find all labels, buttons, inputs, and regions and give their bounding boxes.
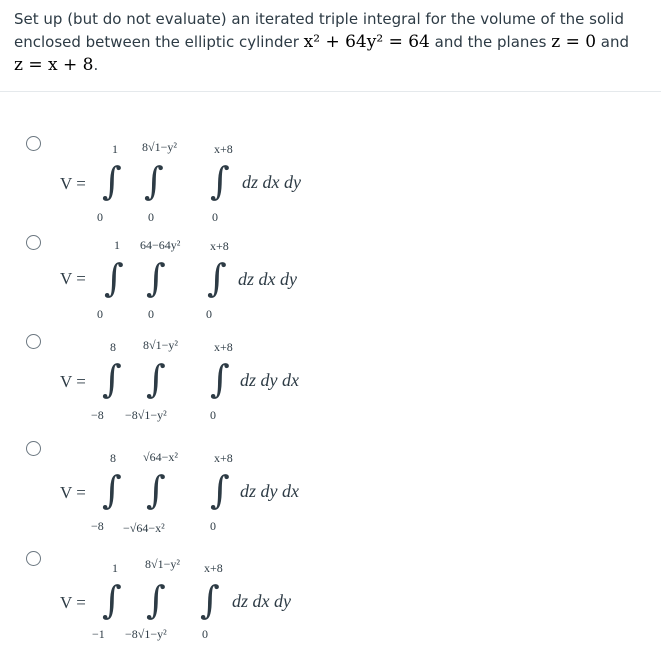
differentials: dz dy dx [240,370,299,390]
middle-upper-limit: 8√1−y² [143,338,178,352]
question-part-4: . [93,56,99,74]
integral-sign: ∫ [146,578,166,622]
inner-lower-limit: 0 [206,307,212,321]
integral-sign: ∫ [210,159,230,203]
differentials: dz dx dy [232,591,291,611]
answer-option-5[interactable] [0,551,661,656]
integral-sign: ∫ [200,578,220,622]
integral-sign: ∫ [210,468,230,512]
integral-sign: ∫ [102,578,122,622]
integral-sign: ∫ [102,159,122,203]
integral-sign: ∫ [102,357,122,401]
question-part-2: and the planes [429,33,552,51]
middle-lower-limit: 0 [148,307,154,321]
volume-label: V = [60,483,86,502]
outer-lower-limit: −8 [91,519,104,533]
radio-button[interactable] [26,551,41,566]
plane-equation-1: z = 0 [551,32,597,52]
differentials: dz dx dy [238,269,297,289]
middle-lower-limit: −√64−x² [123,521,165,535]
inner-lower-limit: 0 [202,627,208,641]
outer-upper-limit: 1 [114,238,120,252]
integral-sign: ∫ [144,159,164,203]
differentials: dz dx dy [242,172,301,192]
outer-upper-limit: 1 [112,142,118,156]
outer-upper-limit: 8 [110,451,116,465]
differentials: dz dy dx [240,481,299,501]
integral-sign: ∫ [146,468,166,512]
inner-lower-limit: 0 [212,210,218,224]
outer-lower-limit: −1 [92,627,105,641]
divider [0,91,661,92]
question-part-1: Set up (but do not evaluate) an iterated triple integral for the volume of the solid enclosed between the elliptic cylinder [14,10,624,51]
inner-upper-limit: x+8 [214,340,233,354]
radio-button[interactable] [26,441,41,456]
integral-sign: ∫ [104,256,124,300]
answer-option-3[interactable] [0,334,661,439]
inner-lower-limit: 0 [210,519,216,533]
middle-upper-limit: 8√1−y² [142,140,177,154]
outer-upper-limit: 8 [110,340,116,354]
volume-label: V = [60,174,86,193]
outer-lower-limit: 0 [97,210,103,224]
radio-button[interactable] [26,235,41,250]
inner-upper-limit: x+8 [210,239,229,253]
middle-lower-limit: −8√1−y² [125,627,167,641]
integral-sign: ∫ [146,256,166,300]
integral-sign: ∫ [146,357,166,401]
question-text [14,8,644,77]
question-part-3: and [596,33,630,51]
integral-sign: ∫ [207,256,227,300]
middle-upper-limit: 64−64y² [140,238,181,252]
volume-label: V = [60,593,86,612]
integral-sign: ∫ [102,468,122,512]
middle-upper-limit: √64−x² [143,450,178,464]
middle-lower-limit: −8√1−y² [125,408,167,422]
outer-upper-limit: 1 [112,561,118,575]
inner-upper-limit: x+8 [214,142,233,156]
inner-lower-limit: 0 [210,408,216,422]
radio-button[interactable] [26,334,41,349]
answer-option-1[interactable] [0,130,661,235]
middle-upper-limit: 8√1−y² [145,557,180,571]
cylinder-equation: x² + 64y² = 64 [303,32,430,52]
inner-upper-limit: x+8 [204,561,223,575]
inner-upper-limit: x+8 [214,451,233,465]
middle-lower-limit: 0 [148,210,154,224]
radio-button[interactable] [26,136,41,151]
outer-lower-limit: 0 [97,307,103,321]
outer-lower-limit: −8 [91,408,104,422]
answer-option-2[interactable] [0,235,661,340]
volume-label: V = [60,269,86,288]
integral-sign: ∫ [210,357,230,401]
plane-equation-2: z = x + 8 [14,55,94,75]
volume-label: V = [60,372,86,391]
answer-option-4[interactable] [0,441,661,546]
